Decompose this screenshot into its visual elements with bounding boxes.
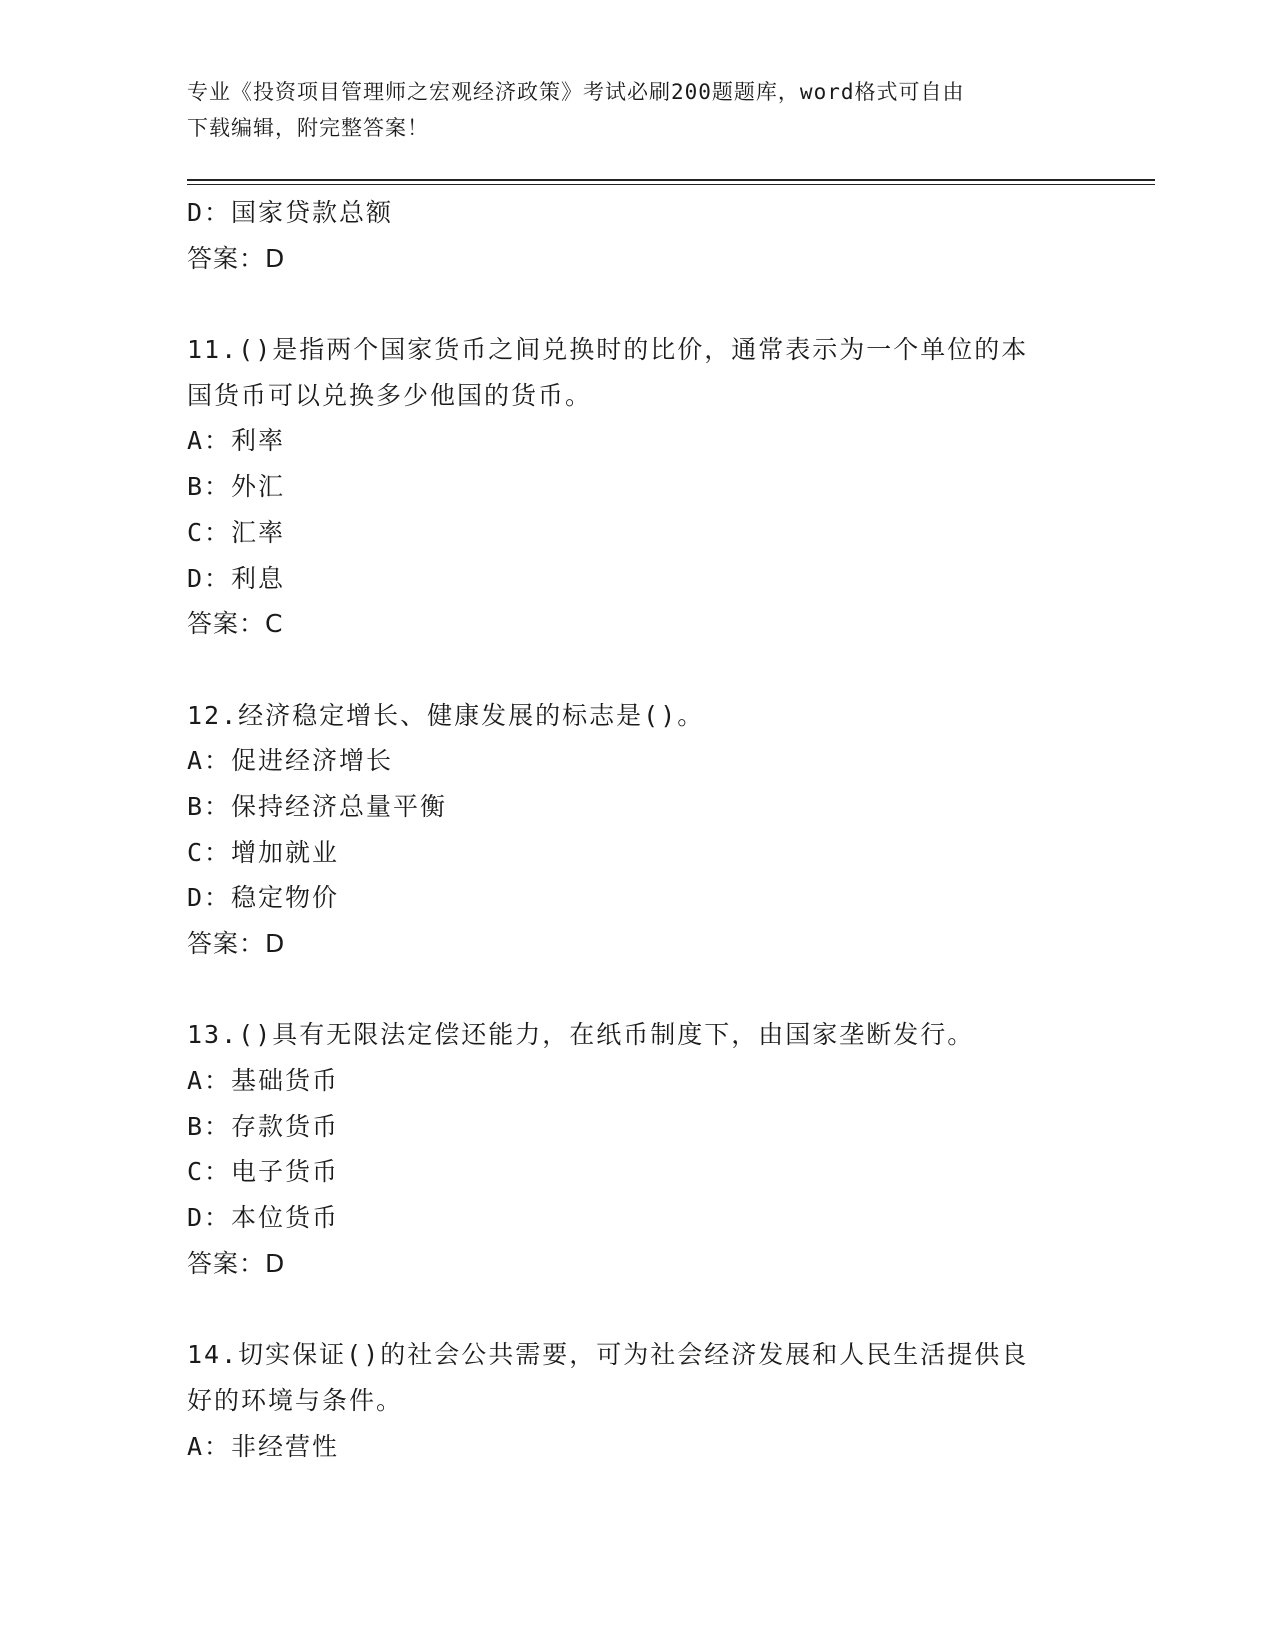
answer-line: 答案：D [187, 243, 286, 273]
spacer [187, 647, 1087, 693]
option-b: B：存款货币 [187, 1111, 340, 1141]
question-list [187, 190, 1087, 1469]
option-a: A：利率 [187, 426, 286, 456]
question-11 [187, 327, 1087, 647]
header-line-1: 专业《投资项目管理师之宏观经济政策》考试必刷200题题库，word格式可自由 [187, 80, 965, 104]
spacer [187, 281, 1087, 327]
option-b: B：外汇 [187, 472, 286, 502]
question-stem-continued: 好的环境与条件。 [187, 1385, 404, 1415]
document-header [187, 74, 1067, 146]
option-d: D：国家贷款总额 [187, 198, 394, 227]
option-d: D：利息 [187, 563, 286, 593]
option-a: A：基础货币 [187, 1066, 340, 1096]
option-d: D：本位货币 [187, 1203, 340, 1233]
question-stem: 12.经济稳定增长、健康发展的标志是()。 [187, 700, 705, 730]
question-stem-continued: 国货币可以兑换多少他国的货币。 [187, 380, 593, 410]
option-a: A：非经营性 [187, 1431, 340, 1461]
question-13 [187, 1012, 1087, 1286]
option-b: B：保持经济总量平衡 [187, 791, 448, 821]
question-stem: 11.()是指两个国家货币之间兑换时的比价，通常表示为一个单位的本 [187, 335, 1029, 365]
answer-line: 答案：D [187, 929, 286, 958]
question-stem: 14.切实保证()的社会公共需要，可为社会经济发展和人民生活提供良 [187, 1340, 1029, 1370]
spacer [187, 1287, 1087, 1333]
option-a: A：促进经济增长 [187, 746, 394, 776]
option-c: C：增加就业 [187, 837, 340, 867]
header-divider-thin [187, 184, 1155, 185]
answer-line: 答案：D [187, 1248, 286, 1278]
option-c: C：汇率 [187, 517, 286, 547]
question-14 [187, 1332, 1087, 1469]
question-stem: 13.()具有无限法定偿还能力，在纸币制度下，由国家垄断发行。 [187, 1020, 975, 1050]
option-d: D：稳定物价 [187, 883, 340, 913]
spacer [187, 967, 1087, 1013]
header-divider-thick [187, 179, 1155, 181]
header-line-2: 下载编辑，附完整答案！ [187, 116, 429, 140]
question-12 [187, 693, 1087, 967]
option-c: C：电子货币 [187, 1157, 340, 1187]
answer-line: 答案：C [187, 609, 284, 639]
